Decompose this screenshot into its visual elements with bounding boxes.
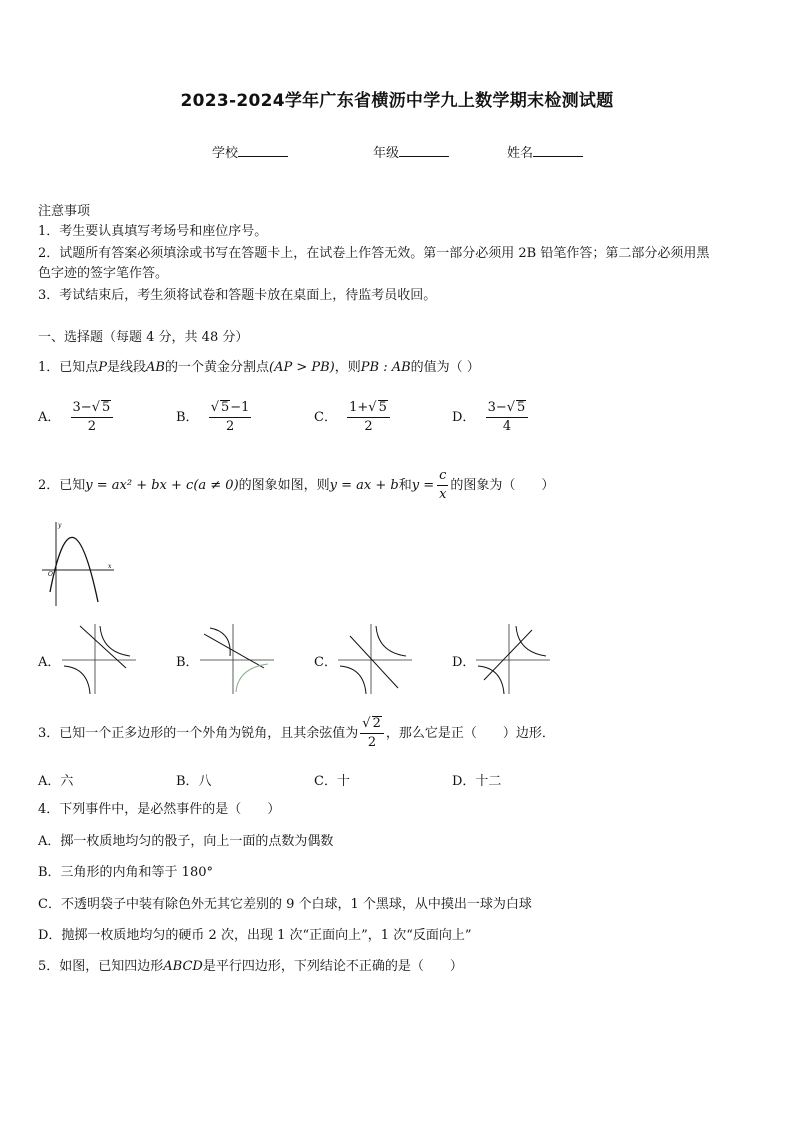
q4-option-d[interactable]: D．抛掷一枚质地均匀的硬币 2 次，出现 1 次“正面向上”，1 次“反面向上” xyxy=(38,928,472,943)
q1-mid2: 的一个黄金分割点 xyxy=(165,360,270,375)
q1-suffix: 的值为（ ） xyxy=(410,360,480,375)
notice-item-3: 3．考试结束后，考生须将试卷和答题卡放在桌面上，待监考员收回。 xyxy=(38,288,437,303)
origin-label: O xyxy=(48,571,53,578)
radicand: 5 xyxy=(102,400,111,415)
frac-num: 1+ xyxy=(349,400,369,415)
frac-den: x xyxy=(439,487,447,502)
option-label: B． xyxy=(176,410,199,425)
q1-prefix: 1．已知点 xyxy=(38,360,99,375)
question-5-stem xyxy=(38,957,463,976)
question-2-stem xyxy=(38,468,554,503)
fraction xyxy=(486,400,529,435)
name-label: 姓名 xyxy=(507,146,534,161)
grade-blank[interactable] xyxy=(399,144,449,157)
sqrt-symbol: √ xyxy=(506,400,516,415)
frac-den: 2 xyxy=(364,419,373,434)
frac-num: −1 xyxy=(230,400,250,415)
frac-num: 3− xyxy=(487,400,507,415)
q1-mid3: ，则 xyxy=(334,360,361,375)
exam-title: 2023-2024学年广东省横沥中学九上数学期末检测试题 xyxy=(180,91,614,111)
q1-option-b[interactable] xyxy=(176,400,251,435)
notice-item-1: 1．考生要认真填写考场号和座位序号。 xyxy=(38,224,268,239)
school-blank[interactable] xyxy=(238,144,288,157)
frac-den: 2 xyxy=(225,419,235,434)
q2-mid2: 和 xyxy=(398,478,412,493)
q1-option-a[interactable] xyxy=(38,400,113,435)
option-label: D． xyxy=(452,410,476,425)
q2-option-c-graph[interactable] xyxy=(336,622,414,696)
section-heading: 一、选择题（每题 4 分，共 48 分） xyxy=(38,330,249,345)
q3-suffix: ，那么它是正（ ）边形． xyxy=(385,726,555,741)
q2-option-d-graph[interactable] xyxy=(474,622,552,696)
q2-eq3-fraction xyxy=(437,468,448,503)
fraction xyxy=(71,400,114,435)
frac-num: 3− xyxy=(72,400,92,415)
q3-prefix: 3．已知一个正多边形的一个外角为锐角，且其余弦值为 xyxy=(38,726,359,741)
notice-heading: 注意事项 xyxy=(38,204,91,219)
q4-option-a[interactable]: A．掷一枚质地均匀的骰子，向上一面的点数为偶数 xyxy=(38,834,334,849)
q1-ratio: PB : AB xyxy=(360,360,411,375)
school-label: 学校 xyxy=(212,146,239,161)
q2-option-b-label[interactable]: B． xyxy=(176,655,199,670)
q2-eq3-lhs: y = xyxy=(411,478,435,493)
q3-option-b[interactable]: B．八 xyxy=(176,774,212,789)
radicand: 5 xyxy=(378,400,387,415)
q1-option-c[interactable] xyxy=(314,400,390,435)
notice-item-2-cont: 色字迹的签字笔作答。 xyxy=(38,266,169,281)
q2-option-a-graph[interactable] xyxy=(60,622,138,696)
q2-prefix: 2．已知 xyxy=(38,478,86,493)
q4-option-b[interactable]: B．三角形的内角和等于 180° xyxy=(38,865,213,880)
frac-den: 2 xyxy=(87,419,97,434)
q2-option-a-label[interactable]: A． xyxy=(38,655,61,670)
sqrt-symbol: √ xyxy=(362,716,371,731)
fraction xyxy=(209,400,252,435)
q5-suffix: 是平行四边形，下列结论不正确的是（ ） xyxy=(202,959,463,974)
sqrt-symbol: √ xyxy=(210,400,219,415)
q5-prefix: 5．如图，已知四边形 xyxy=(38,959,164,974)
grade-label: 年级 xyxy=(373,146,400,161)
frac-num: c xyxy=(437,468,448,486)
radicand: 5 xyxy=(221,400,230,415)
q2-eq-quadratic: y = ax² + bx + c(a ≠ 0) xyxy=(85,478,239,493)
q2-option-b-graph[interactable] xyxy=(198,622,276,696)
question-1-stem xyxy=(38,358,480,377)
q1-point-p: P xyxy=(98,360,108,375)
q3-fraction xyxy=(360,716,384,751)
sqrt-symbol: √ xyxy=(368,400,377,415)
grade-field[interactable] xyxy=(373,142,449,161)
question-4-stem: 4．下列事件中，是必然事件的是（ ） xyxy=(38,802,281,817)
radicand: 2 xyxy=(372,716,381,731)
q5-abcd: ABCD xyxy=(163,959,203,974)
q2-suffix: 的图象为（ ） xyxy=(450,478,555,493)
q2-option-d-label[interactable]: D． xyxy=(452,655,476,670)
option-label: C． xyxy=(314,410,337,425)
school-field[interactable] xyxy=(212,142,288,161)
q2-option-c-label[interactable]: C． xyxy=(314,655,337,670)
question-3-stem xyxy=(38,716,555,751)
frac-den: 2 xyxy=(367,735,377,750)
radicand: 5 xyxy=(517,400,526,415)
q1-mid1: 是线段 xyxy=(107,360,147,375)
name-field[interactable] xyxy=(507,142,583,161)
q3-option-c[interactable]: C．十 xyxy=(314,774,350,789)
sqrt-symbol: √ xyxy=(91,400,100,415)
q2-eq-linear: y = ax + b xyxy=(329,478,399,493)
name-blank[interactable] xyxy=(533,144,583,157)
q3-option-d[interactable]: D．十二 xyxy=(452,774,502,789)
y-axis-label: y xyxy=(58,522,62,529)
q4-option-c[interactable]: C．不透明袋子中装有除色外无其它差别的 9 个白球，1 个黑球，从中摸出一球为白球 xyxy=(38,897,532,912)
notice-item-2: 2．试题所有答案必须填涂或书写在答题卡上，在试卷上作答无效。第一部分必须用 2B 铅笔作答；第二部分必须用黑 xyxy=(38,246,710,261)
x-axis-label: x xyxy=(108,563,112,570)
frac-den: 4 xyxy=(502,419,512,434)
q2-mid1: 的图象如图，则 xyxy=(238,478,330,493)
option-label: A． xyxy=(38,410,61,425)
fraction xyxy=(347,400,390,435)
q1-condition: (AP > PB) xyxy=(269,360,335,375)
q1-segment-ab: AB xyxy=(146,360,165,375)
q3-option-a[interactable]: A．六 xyxy=(38,774,74,789)
q2-parabola-graph xyxy=(38,518,118,610)
q1-option-d[interactable] xyxy=(452,400,528,435)
